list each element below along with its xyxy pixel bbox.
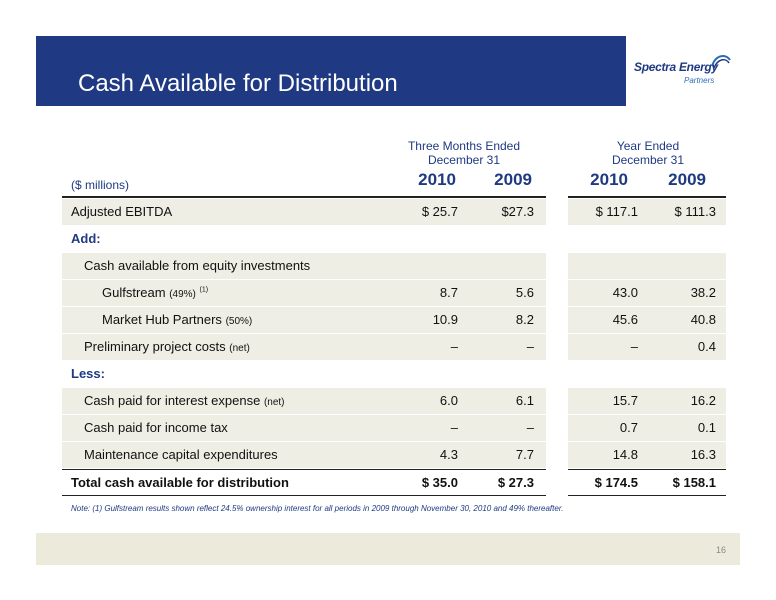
row-label: Cash paid for interest expense (net) [84,393,285,408]
cell-value: – [526,339,534,354]
cell-value: 5.6 [515,285,534,300]
row-label: Cash available from equity investments [84,258,311,273]
total-bottom-border [62,495,546,496]
year-header: 2009 [668,170,706,189]
cell-value: $ 117.1 [595,204,638,219]
cell-value: 6.1 [515,393,534,408]
row-label: Maintenance capital expenditures [84,447,278,462]
page-title: Cash Available for Distribution [78,70,398,97]
group-header-year: Year Ended December 31 [611,139,685,167]
row-label: Total cash available for distribution [71,475,289,490]
page-number: 16 [715,545,726,555]
cell-value: 8.7 [439,285,458,300]
cell-value: 16.2 [690,393,716,408]
cell-value: 14.8 [612,447,638,462]
total-bottom-border [568,495,726,496]
cell-value: $27.3 [501,204,534,219]
cell-value: 8.2 [515,312,534,327]
company-logo [626,36,740,106]
row-label: Gulfstream (49%) $^{(1)}$ [102,285,209,300]
title-bar [36,36,626,106]
table-row [62,280,726,306]
section-label-add: Add: [71,231,101,246]
cell-value: $ 27.3 [497,475,534,490]
table-row [62,334,726,360]
logo-subtext: Partners [684,76,715,85]
table-row [62,361,726,387]
table-row [62,307,726,333]
cell-value: 0.4 [697,339,716,354]
row-label: Preliminary project costs (net) [84,339,250,354]
cell-value: 43.0 [612,285,638,300]
cell-value: $ 174.5 [594,475,638,490]
cell-value: 15.7 [612,393,638,408]
table-row [62,415,726,441]
cell-value: 40.8 [690,312,716,327]
cell-value: 16.3 [690,447,716,462]
cell-value: $ 35.0 [421,475,458,490]
header-divider [62,196,546,198]
year-header: 2010 [418,170,456,189]
cell-value: 45.6 [612,312,638,327]
footnote: Note: (1) Gulfstream results shown reflect 24.5% ownership interest for all periods in 2009 through November 30, 2010 and 49% thereafter. [71,504,564,513]
cell-value: 4.3 [439,447,458,462]
table-row-total [62,470,726,496]
cell-value: $ 158.1 [672,475,716,490]
cell-value: – [450,339,458,354]
table-row [62,253,726,279]
logo-text: Spectra Energy [634,60,718,74]
section-label-less: Less: [71,366,105,381]
cell-value: 0.7 [619,420,638,435]
table-row [62,442,726,468]
cell-value: 6.0 [439,393,458,408]
table-row [62,226,726,252]
cell-value: 0.1 [697,420,716,435]
row-label: Adjusted EBITDA [71,204,173,219]
header-divider [568,196,726,198]
footer-bar [36,533,740,565]
cell-value: – [450,420,458,435]
year-header: 2010 [590,170,628,189]
units-label: ($ millions) [71,178,130,192]
cell-value: – [630,339,638,354]
table-row [62,199,726,225]
cell-value: $ 25.7 [421,204,458,219]
group-header-three-months: Three Months Ended December 31 [407,139,521,167]
cell-value: 7.7 [515,447,534,462]
row-label: Cash paid for income tax [84,420,228,435]
row-label: Market Hub Partners (50%) [102,312,253,327]
cell-value: 10.9 [432,312,458,327]
table-row [62,388,726,414]
cell-value: $ 111.3 [674,204,716,219]
cell-value: – [526,420,534,435]
cell-value: 38.2 [690,285,716,300]
year-header: 2009 [494,170,532,189]
